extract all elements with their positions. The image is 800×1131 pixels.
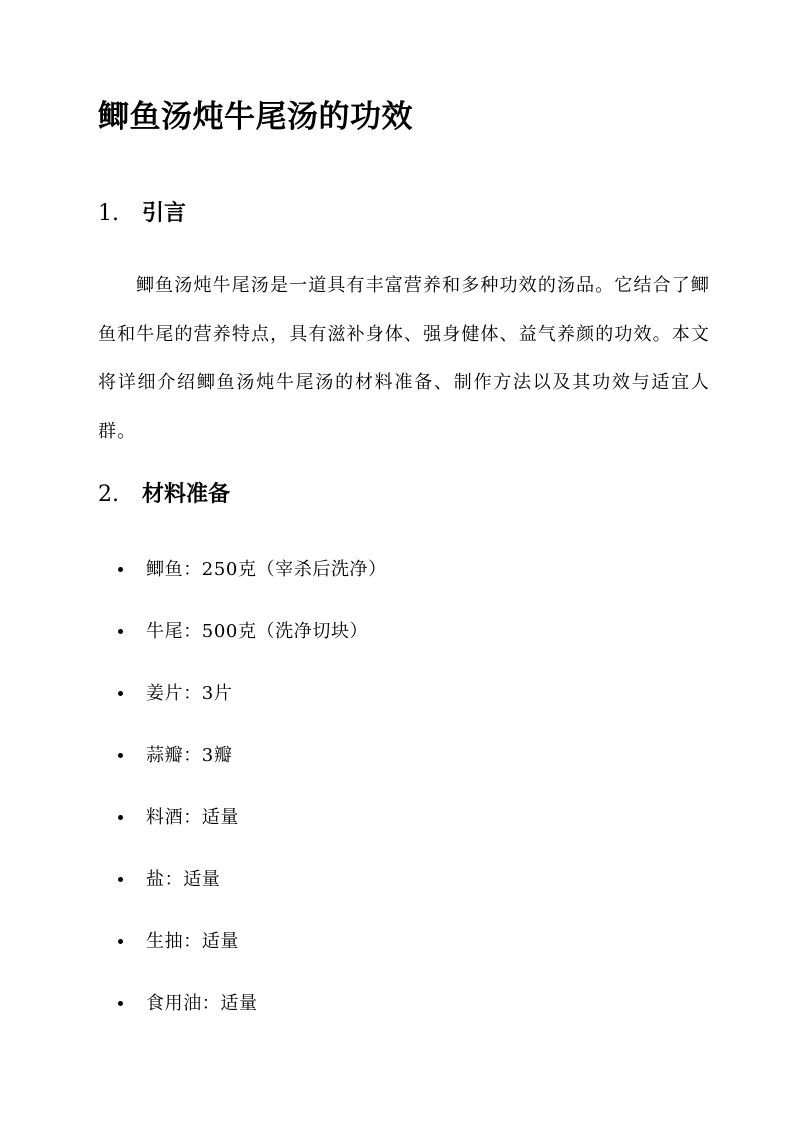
material-text: 生抽：适量	[146, 931, 239, 952]
section-number: 1.	[98, 201, 119, 226]
bullet-icon	[118, 939, 123, 944]
bullet-icon	[118, 567, 123, 572]
document-title: 鲫鱼汤炖牛尾汤的功效	[98, 99, 413, 135]
section-number: 2.	[98, 482, 119, 507]
material-text: 姜片：3片	[146, 683, 233, 704]
bullet-icon	[118, 1001, 123, 1006]
material-text: 牛尾：500克（洗净切块）	[146, 621, 369, 642]
bullet-icon	[118, 815, 123, 820]
introduction-paragraph: 鲫鱼汤炖牛尾汤是一道具有丰富营养和多种功效的汤品。它结合了鲫鱼和牛尾的营养特点，具有滋补身体、强身健体、益气养颜的功效。本文将详细介绍鲫鱼汤炖牛尾汤的材料准备、制作方法以及其功效与适宜人群。	[98, 275, 710, 442]
material-text: 盐：适量	[146, 869, 221, 890]
material-text: 蒜瓣：3瓣	[146, 745, 233, 766]
section-title: 引言	[142, 201, 187, 226]
bullet-icon	[118, 753, 123, 758]
bullet-icon	[118, 629, 123, 634]
section-title: 材料准备	[142, 482, 231, 507]
section-heading-materials	[98, 477, 230, 513]
bullet-icon	[118, 691, 123, 696]
section-heading-introduction	[98, 196, 186, 232]
material-text: 食用油：适量	[146, 993, 258, 1014]
material-text: 鲫鱼：250克（宰杀后洗净）	[146, 559, 387, 580]
material-text: 料酒：适量	[146, 807, 239, 828]
bullet-icon	[118, 877, 123, 882]
